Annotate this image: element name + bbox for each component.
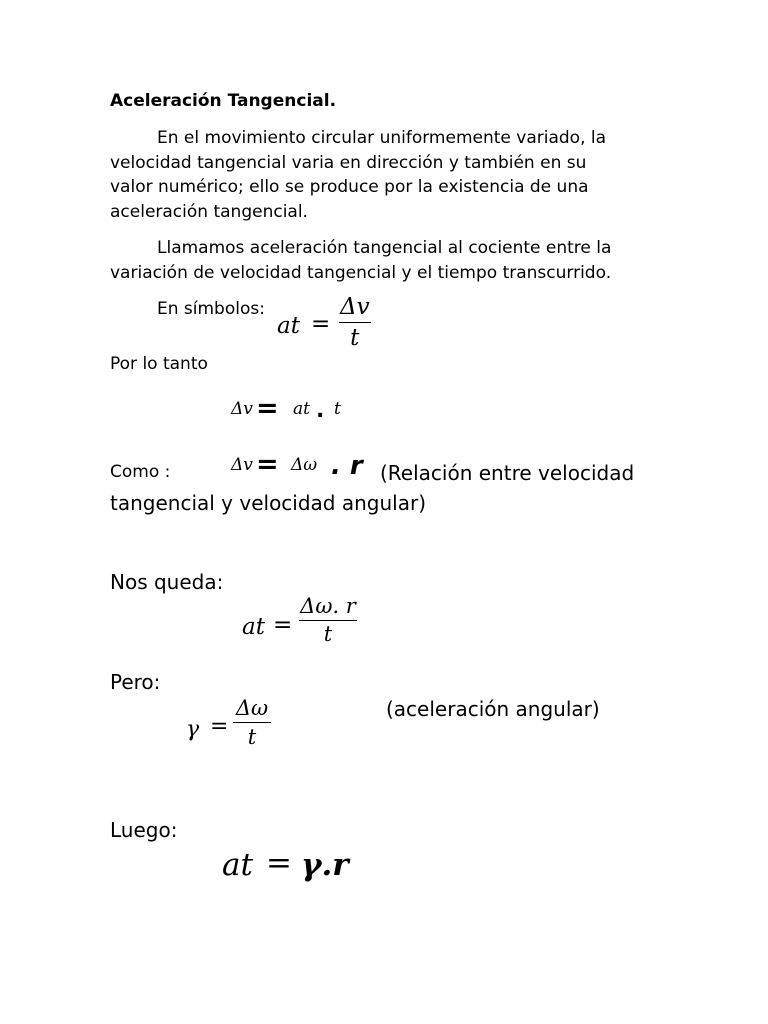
eq4-fraction <box>299 596 357 645</box>
eq6-rhs: γ.r <box>301 847 349 883</box>
eq3-lhs: Δv <box>231 455 253 475</box>
por-lo-tanto-label: Por lo tanto <box>110 354 208 374</box>
en-simbolos-label: En símbolos: <box>157 299 265 319</box>
eq1-denominator: t <box>350 325 360 352</box>
page-title: Aceleración Tangencial. <box>110 91 337 111</box>
eq2-dot: . <box>316 398 325 423</box>
eq4-denominator: t <box>323 622 333 647</box>
paragraph-2-line: variación de velocidad tangencial y el tiempo transcurrido. <box>110 262 612 283</box>
eq3-equals: = <box>256 449 279 480</box>
paragraph-2-line: Llamamos aceleración tangencial al cociente entre la <box>157 238 612 258</box>
eq5-denominator: t <box>247 725 257 750</box>
eq1-lhs: at <box>277 313 300 339</box>
eq5-fraction <box>233 698 271 748</box>
eq2-equals: = <box>256 393 279 424</box>
paragraph-1-line: En el movimiento circular uniformemente variado, la <box>157 128 607 148</box>
como-label: Como : <box>110 462 171 482</box>
eq3-delta-omega: Δω <box>291 455 318 475</box>
eq1-numerator: Δv <box>340 294 370 320</box>
paragraph-1-line: velocidad tangencial varia en dirección y también en su <box>110 152 587 173</box>
eq2-at: at <box>293 399 310 419</box>
paragraph-1-line: valor numérico; ello se produce por la existencia de una <box>110 177 589 197</box>
eq1-fraction <box>338 296 372 350</box>
eq5-numerator: Δω <box>235 696 269 720</box>
eq5-equals: = <box>210 714 229 739</box>
eq2-lhs: Δv <box>231 399 253 419</box>
paragraph-1 <box>110 126 606 224</box>
paragraph-1-line: aceleración tangencial. <box>110 201 308 222</box>
relation-note <box>110 458 670 518</box>
eq4-equals: = <box>273 612 293 638</box>
eq2-t: t <box>334 399 341 419</box>
relation-note-line-1: (Relación entre velocidad <box>380 461 635 485</box>
eq1-equals: = <box>311 311 331 337</box>
eq4-lhs: at <box>242 614 265 640</box>
eq4-numerator: Δω. r <box>300 594 356 618</box>
eq5-lhs: γ <box>186 717 200 742</box>
eq3-dot-r: . r <box>331 451 363 481</box>
angular-acceleration-note: (aceleración angular) <box>386 697 600 721</box>
pero-label: Pero: <box>110 670 161 694</box>
nos-queda-label: Nos queda: <box>110 570 224 594</box>
eq6-equals: = <box>266 845 292 881</box>
eq6-lhs: at <box>222 847 253 883</box>
luego-label: Luego: <box>110 818 178 842</box>
paragraph-2 <box>110 236 611 285</box>
relation-note-line-2: tangencial y velocidad angular) <box>110 491 426 515</box>
